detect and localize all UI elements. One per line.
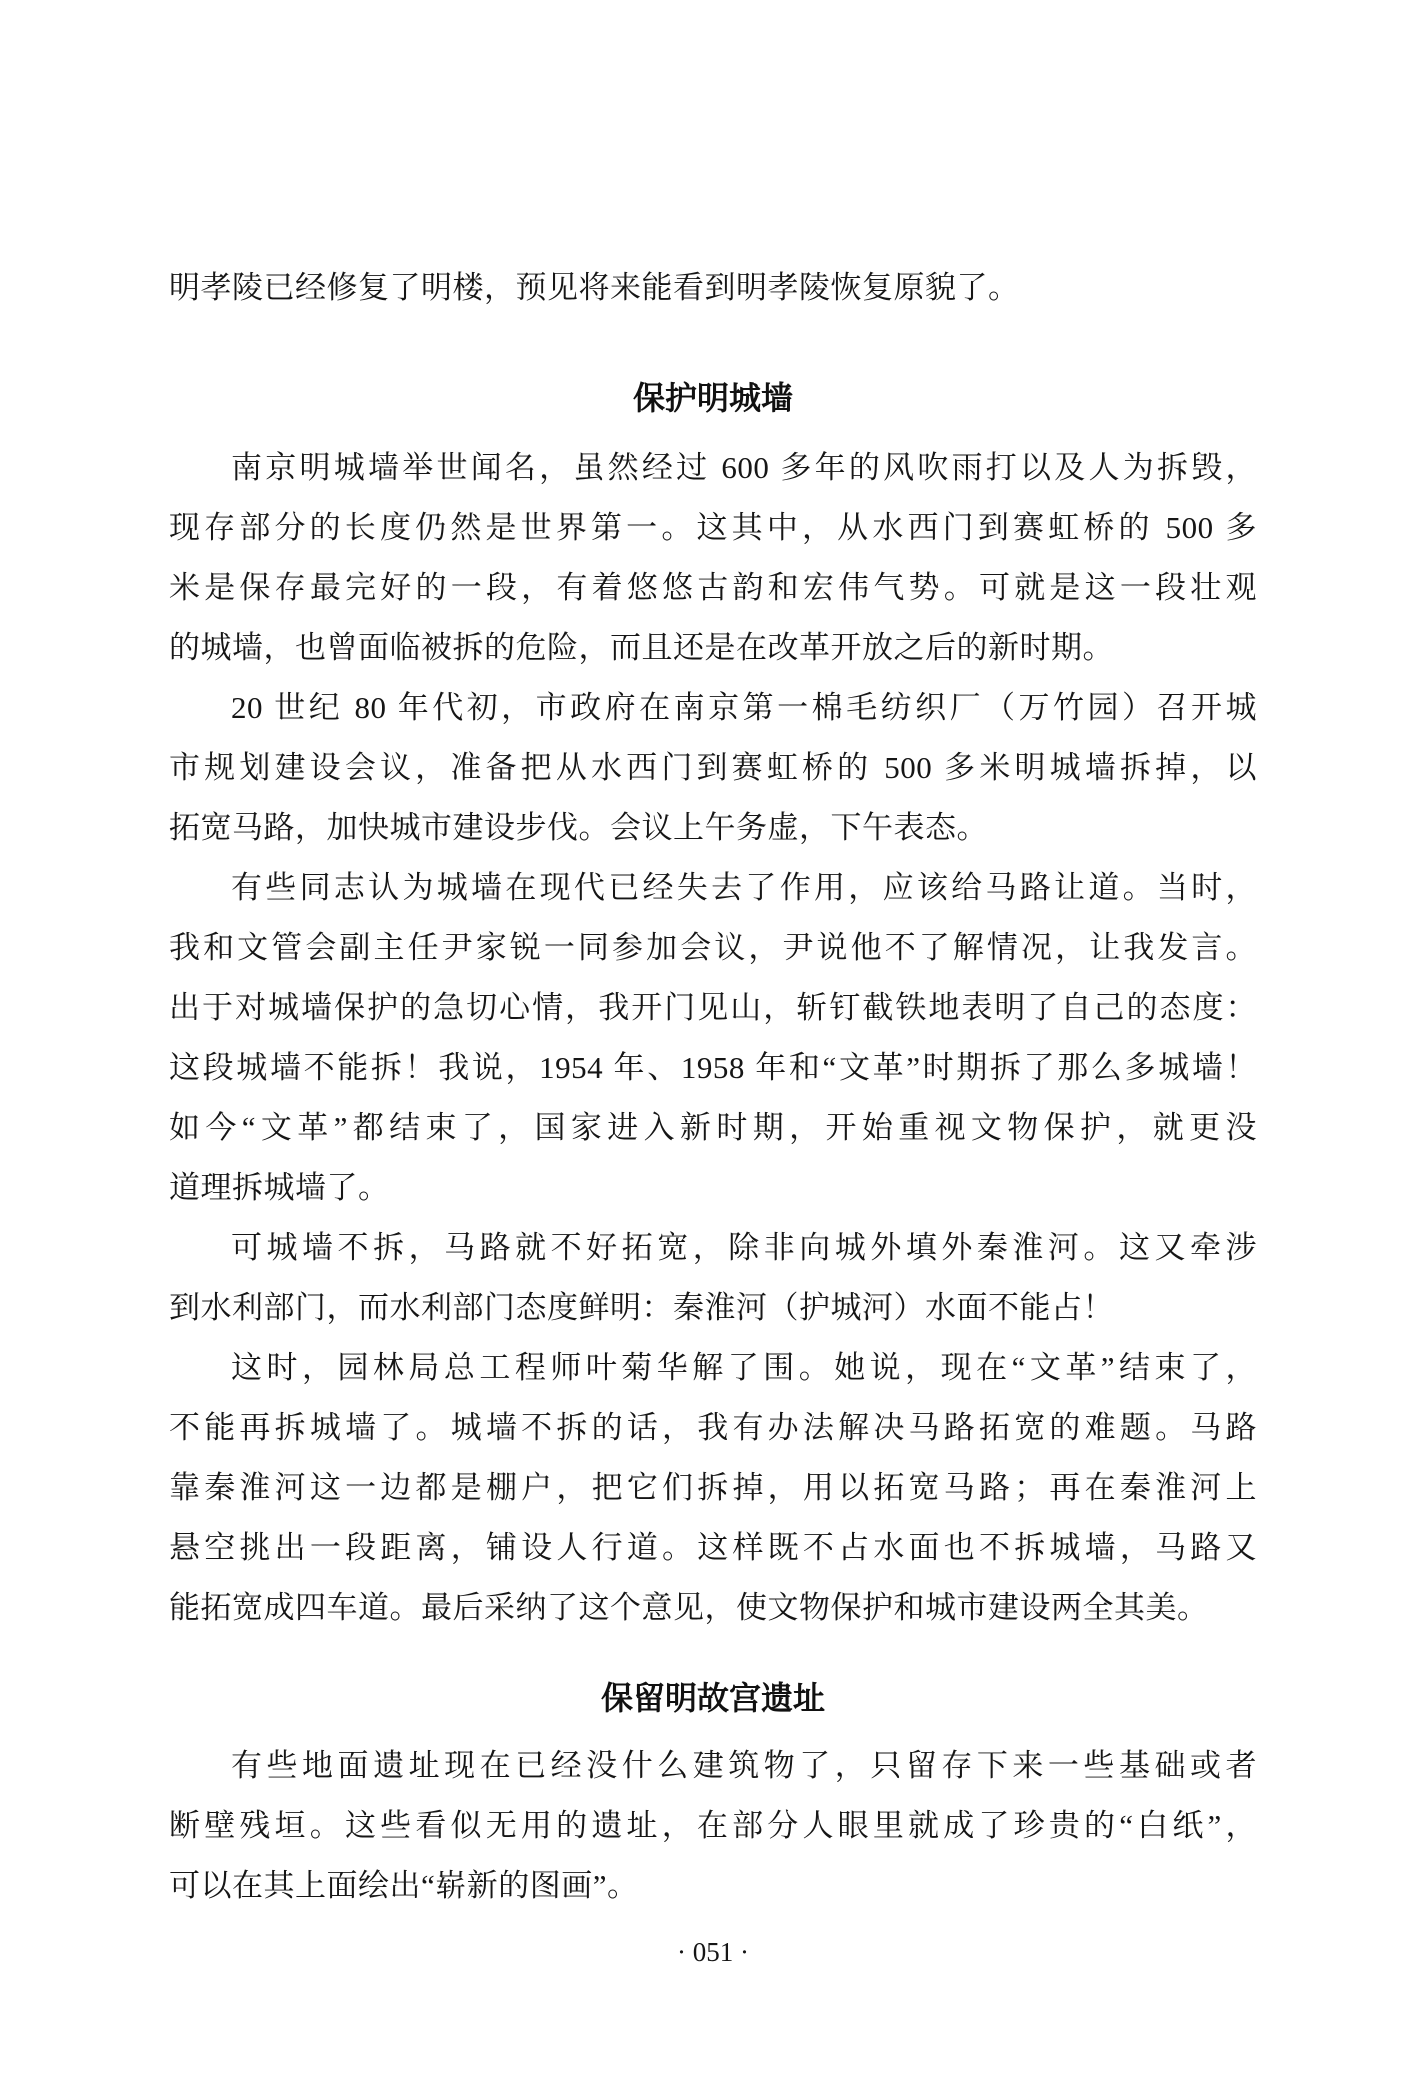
paragraph [169, 1736, 1257, 1916]
text-line: 这段城墙不能拆！我说，1954 年、1958 年和“文革”时期拆了那么多城墙！ [169, 1050, 1257, 1085]
text-line: 拓宽马路，加快城市建设步伐。会议上午务虚，下午表态。 [169, 810, 988, 845]
text-line: 南京明城墙举世闻名，虽然经过 600 多年的风吹雨打以及人为拆毁， [231, 450, 1257, 485]
text-line: 米是保存最完好的一段，有着悠悠古韵和宏伟气势。可就是这一段壮观 [169, 570, 1257, 605]
text-line: 断壁残垣。这些看似无用的遗址，在部分人眼里就成了珍贵的“白纸”， [169, 1808, 1257, 1843]
text-line: 可城墙不拆，马路就不好拓宽，除非向城外填外秦淮河。这又牵涉 [231, 1230, 1257, 1265]
page-number: · 051 · [677, 1937, 749, 1967]
paragraph [169, 858, 1257, 1218]
paragraph [169, 678, 1257, 858]
text-line: 悬空挑出一段距离，铺设人行道。这样既不占水面也不拆城墙，马路又 [169, 1530, 1257, 1565]
paragraph [169, 1218, 1257, 1338]
text-line: 道理拆城墙了。 [169, 1170, 390, 1205]
text-line: 靠秦淮河这一边都是棚户，把它们拆掉，用以拓宽马路；再在秦淮河上 [169, 1470, 1257, 1505]
text-line: 有些地面遗址现在已经没什么建筑物了，只留存下来一些基础或者 [231, 1748, 1257, 1783]
text-line: 不能再拆城墙了。城墙不拆的话，我有办法解决马路拓宽的难题。马路 [169, 1410, 1257, 1445]
section-heading-baohu-mingchengqiang: 保护明城墙 [632, 380, 793, 416]
text-line: 市规划建设会议，准备把从水西门到赛虹桥的 500 多米明城墙拆掉，以 [169, 750, 1257, 785]
text-line: 明孝陵已经修复了明楼，预见将来能看到明孝陵恢复原貌了。 [169, 270, 1020, 305]
text-line: 到水利部门，而水利部门态度鲜明：秦淮河（护城河）水面不能占！ [169, 1290, 1114, 1325]
paragraph [169, 438, 1257, 678]
text-line: 有些同志认为城墙在现代已经失去了作用，应该给马路让道。当时， [231, 870, 1257, 905]
text-line: 现存部分的长度仍然是世界第一。这其中，从水西门到赛虹桥的 500 多 [169, 510, 1257, 545]
text-line: 如今“文革”都结束了，国家进入新时期，开始重视文物保护，就更没 [169, 1110, 1257, 1145]
continuation-paragraph [169, 258, 1257, 318]
paragraph [169, 1338, 1257, 1638]
page-content [169, 258, 1257, 1916]
text-line: 能拓宽成四车道。最后采纳了这个意见，使文物保护和城市建设两全其美。 [169, 1590, 1209, 1625]
text-line: 的城墙，也曾面临被拆的危险，而且还是在改革开放之后的新时期。 [169, 630, 1114, 665]
text-line: 我和文管会副主任尹家锐一同参加会议，尹说他不了解情况，让我发言。 [169, 930, 1257, 965]
text-line: 20 世纪 80 年代初，市政府在南京第一棉毛纺织厂（万竹园）召开城 [231, 690, 1257, 725]
text-line: 出于对城墙保护的急切心情，我开门见山，斩钉截铁地表明了自己的态度： [169, 990, 1257, 1025]
section-heading-baoliu-minggugong-yizhi: 保留明故宫遗址 [600, 1680, 825, 1716]
text-line: 可以在其上面绘出“崭新的图画”。 [169, 1868, 639, 1903]
text-line: 这时，园林局总工程师叶菊华解了围。她说，现在“文革”结束了， [231, 1350, 1257, 1385]
